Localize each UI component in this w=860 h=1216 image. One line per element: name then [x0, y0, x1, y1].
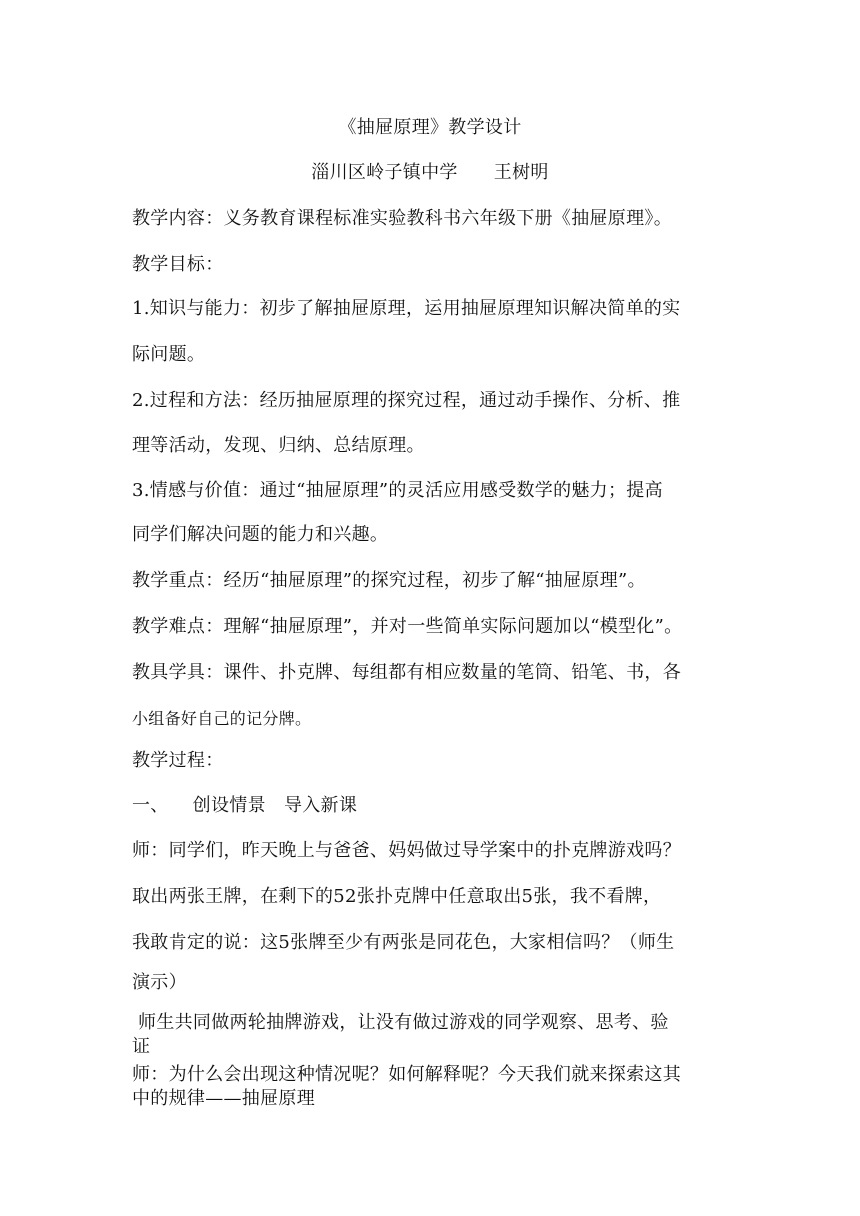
goal-3-line-1: 3.情感与价值：通过“抽屉原理”的灵活应用感受数学的魅力；提高 — [132, 480, 663, 501]
teaching-goals-heading: 教学目标： — [132, 254, 224, 275]
goal-3-line-2: 同学们解决问题的能力和兴趣。 — [132, 524, 389, 545]
teaching-aids-line-2: 小组备好自己的记分牌。 — [132, 709, 312, 728]
teaching-process-heading: 教学过程： — [132, 750, 224, 771]
goal-2-line-1: 2.过程和方法：经历抽屉原理的探究过程，通过动手操作、分析、推 — [132, 390, 681, 411]
dialogue-line-1: 师：同学们，昨天晚上与爸爸、妈妈做过导学案中的扑克牌游戏吗？ — [132, 840, 681, 861]
goal-1-line-1: 1.知识与能力：初步了解抽屉原理，运用抽屉原理知识解决简单的实 — [132, 298, 681, 319]
activity-line-2: 证 — [132, 1036, 151, 1057]
teaching-content: 教学内容：义务教育课程标准实验教科书六年级下册《抽屉原理》。 — [132, 208, 672, 229]
author-line: 淄川区岭子镇中学 王树明 — [311, 162, 549, 183]
activity-line-1: 师生共同做两轮抽牌游戏，让没有做过游戏的同学观察、思考、验 — [132, 1012, 669, 1033]
key-point: 教学重点：经历“抽屉原理”的探究过程，初步了解“抽屉原理”。 — [132, 570, 646, 591]
dialogue-line-4: 演示） — [132, 972, 187, 993]
difficult-point: 教学难点：理解“抽屉原理”，并对一些简单实际问题加以“模型化”。 — [132, 616, 683, 637]
teaching-aids-line-1: 教具学具：课件、扑克牌、每组都有相应数量的笔筒、铅笔、书，各 — [132, 662, 681, 683]
dialogue-line-3: 我敢肯定的说：这5张牌至少有两张是同花色，大家相信吗？（师生 — [132, 932, 675, 953]
closing-line-2: 中的规律——抽屉原理 — [132, 1088, 315, 1109]
dialogue-line-2: 取出两张王牌，在剩下的52张扑克牌中任意取出5张，我不看牌， — [132, 886, 662, 907]
closing-line-1: 师：为什么会出现这种情况呢？如何解释呢？今天我们就来探索这其 — [132, 1064, 681, 1085]
section-1-heading: 一、 创设情景 导入新课 — [132, 795, 358, 816]
goal-2-line-2: 理等活动，发现、归纳、总结原理。 — [132, 435, 425, 456]
goal-1-line-2: 际问题。 — [132, 344, 206, 365]
document-title: 《抽屉原理》教学设计 — [338, 117, 522, 138]
